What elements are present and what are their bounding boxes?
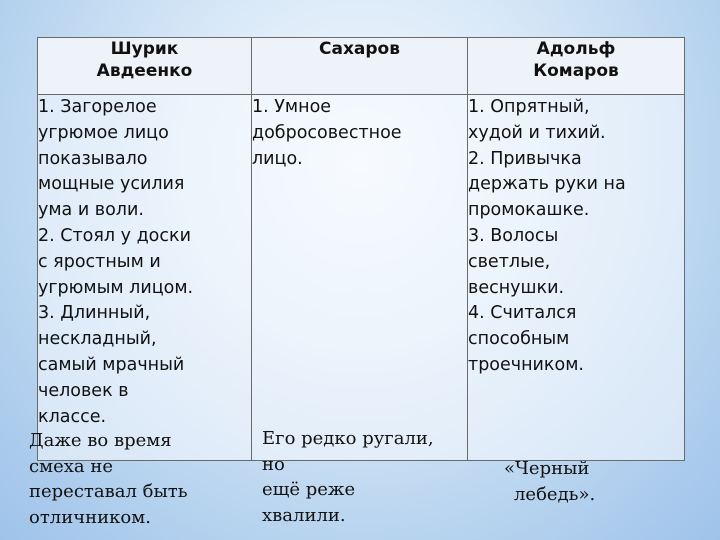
table-body-row	[38, 95, 685, 461]
header-sakharov: Сахаров	[252, 38, 468, 95]
header-adolf-komarov: Адольф Комаров	[468, 38, 685, 95]
note-right: «Черный лебедь».	[504, 458, 596, 505]
cell-sakharov: 1. Умное добросовестное лицо.	[252, 95, 468, 461]
note-left: Даже во время смеха не переставал быть отличником.	[29, 430, 188, 528]
header-shurik-avdeenko: Шурик Авдеенко	[38, 38, 252, 95]
cell-shurik-avdeenko: 1. Загорелое угрюмое лицо показывало мощные усилия ума и воли. 2. Стоял у доски с яростным и угрюмым лицом. 3. Длинный, нескладный, самый мрачный человек в классе.	[38, 95, 252, 461]
cell-adolf-komarov: 1. Опрятный, худой и тихий. 2. Привычка держать руки на промокашке. 3. Волосы светлые, веснушки. 4. Считался способным троечником.	[468, 95, 685, 461]
table-header-row	[38, 38, 685, 95]
comparison-table	[37, 37, 685, 461]
note-middle: Его редко ругали, но ещё реже хвалили.	[262, 428, 434, 526]
